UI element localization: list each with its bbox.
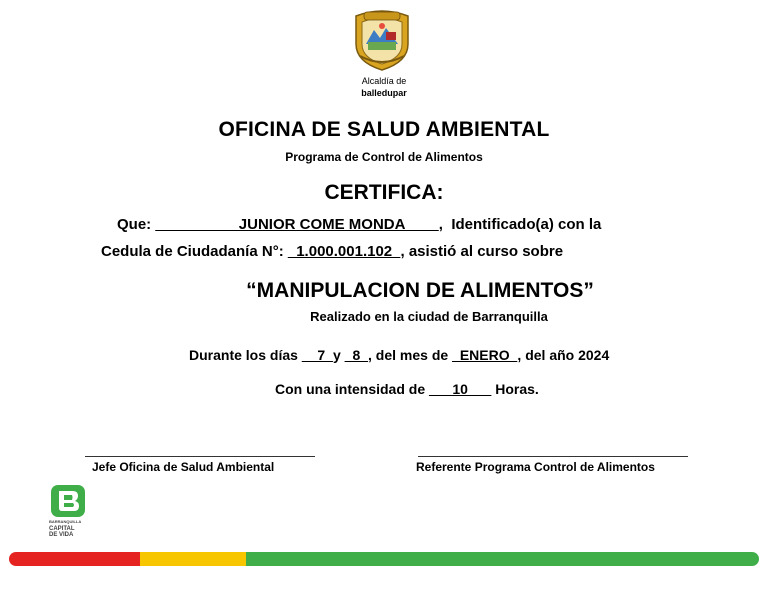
program-subtitle: Programa de Control de Alimentos bbox=[285, 150, 483, 164]
certifica-heading: CERTIFICA: bbox=[324, 181, 444, 204]
logo-text-line3: DE VIDA bbox=[49, 532, 74, 538]
footer-color-bar bbox=[9, 552, 759, 566]
color-bar-red bbox=[9, 552, 140, 566]
identified-text: Identificado(a) con la bbox=[451, 216, 602, 233]
que-label: Que: bbox=[117, 216, 152, 233]
office-title: OFICINA DE SALUD AMBIENTAL bbox=[218, 118, 550, 141]
certificate-id-line bbox=[101, 243, 563, 260]
durante-label: Durante los días bbox=[189, 347, 298, 363]
attended-text: asistió al curso sobre bbox=[408, 243, 564, 260]
day2-field: _8_, bbox=[344, 347, 372, 363]
logo-text-line1: BARRANQUILLA bbox=[49, 519, 82, 524]
intensity-line bbox=[275, 381, 539, 397]
year-text: del año 2024 bbox=[525, 347, 610, 363]
capital-de-vida-logo bbox=[50, 484, 86, 518]
y-text: y bbox=[332, 347, 341, 363]
day1-field: __7_ bbox=[301, 347, 333, 363]
color-bar-green bbox=[246, 552, 759, 566]
cedula-label: Cedula de Ciudadanía N°: bbox=[101, 243, 284, 260]
signature-label-referente: Referente Programa Control de Alimentos bbox=[416, 460, 655, 474]
intensity-label: Con una intensidad de bbox=[275, 381, 426, 397]
logo-text-line2: CAPITAL bbox=[49, 525, 75, 532]
logo-caption-city: balledupar bbox=[361, 88, 407, 98]
month-field: _ENERO_, bbox=[452, 347, 522, 363]
alcaldia-crest-logo bbox=[350, 4, 414, 74]
signature-line-right bbox=[418, 456, 688, 457]
signature-line-left bbox=[85, 456, 315, 457]
signature-label-jefe: Jefe Oficina de Salud Ambiental bbox=[92, 460, 275, 474]
course-location: Realizado en la ciudad de Barranquilla bbox=[310, 309, 548, 324]
holder-name-field: __________JUNIOR COME MONDA____, bbox=[155, 216, 443, 233]
certificate-name-line bbox=[117, 216, 601, 233]
color-bar-yellow bbox=[140, 552, 246, 566]
hours-unit: Horas. bbox=[495, 381, 539, 397]
capital-de-vida-text bbox=[49, 519, 81, 539]
course-dates-line bbox=[189, 347, 609, 363]
cedula-number-field: _1.000.001.102_, bbox=[287, 243, 405, 260]
course-title: “MANIPULACION DE ALIMENTOS” bbox=[246, 279, 594, 302]
month-label: del mes de bbox=[375, 347, 449, 363]
logo-caption-alcaldia: Alcaldía de bbox=[361, 76, 407, 86]
hours-field: ___10___ bbox=[429, 381, 492, 397]
